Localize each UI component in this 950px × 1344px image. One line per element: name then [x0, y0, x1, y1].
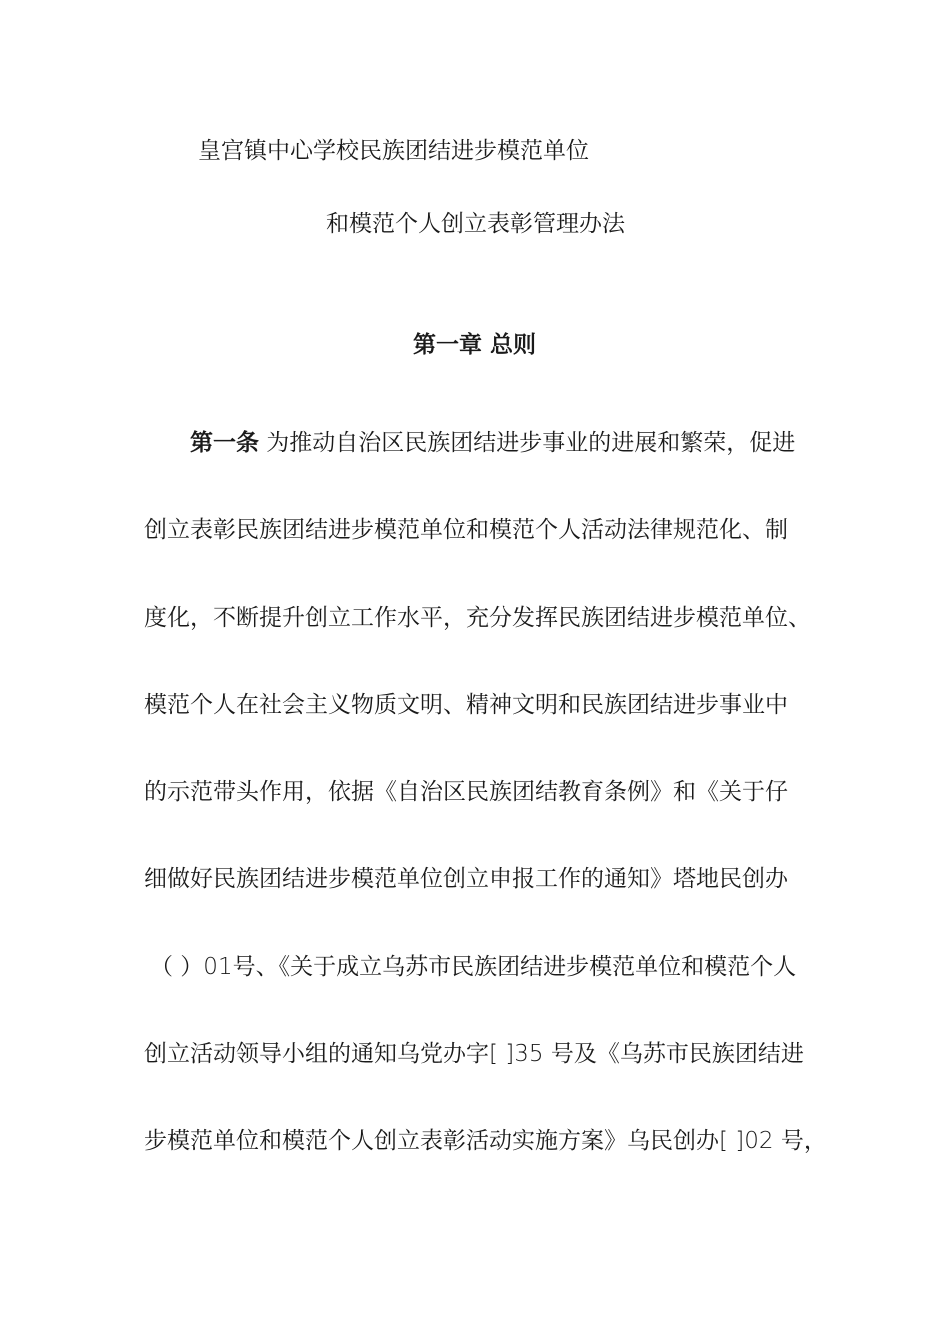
article-1-line-4: 模范个人在社会主义物质文明、精神文明和民族团结进步事业中 [144, 692, 788, 718]
article-1-line-9: 步模范单位和模范个人创立表彰活动实施方案》乌民创办[ ]02 号， [144, 1128, 827, 1154]
article-label: 第一条 [190, 430, 259, 456]
article-1-line-5: 的示范带头作用，依据《自治区民族团结教育条例》和《关于仔 [144, 779, 788, 805]
article-1-line-8: 创立活动领导小组的通知乌党办字[ ]35 号及《乌苏市民族团结进 [144, 1041, 804, 1067]
document-title-line-1: 皇宫镇中心学校民族团结进步模范单位 [198, 138, 589, 164]
article-1-line-2: 创立表彰民族团结进步模范单位和模范个人活动法律规范化、制 [144, 517, 788, 543]
document-title-line-2: 和模范个人创立表彰管理办法 [326, 211, 625, 237]
article-1-line-3: 度化，不断提升创立工作水平，充分发挥民族团结进步模范单位、 [144, 605, 811, 631]
article-1-line-7: （ ）01号、《关于成立乌苏市民族团结进步模范单位和模范个人 [150, 954, 797, 980]
article-1-line-6: 细做好民族团结进步模范单位创立申报工作的通知》塔地民创办 [144, 866, 788, 892]
article-1-line-1 [190, 428, 856, 458]
article-text-line: 为推动自治区民族团结进步事业的进展和繁荣，促进 [259, 430, 796, 456]
chapter-heading: 第一章 总则 [413, 332, 537, 358]
